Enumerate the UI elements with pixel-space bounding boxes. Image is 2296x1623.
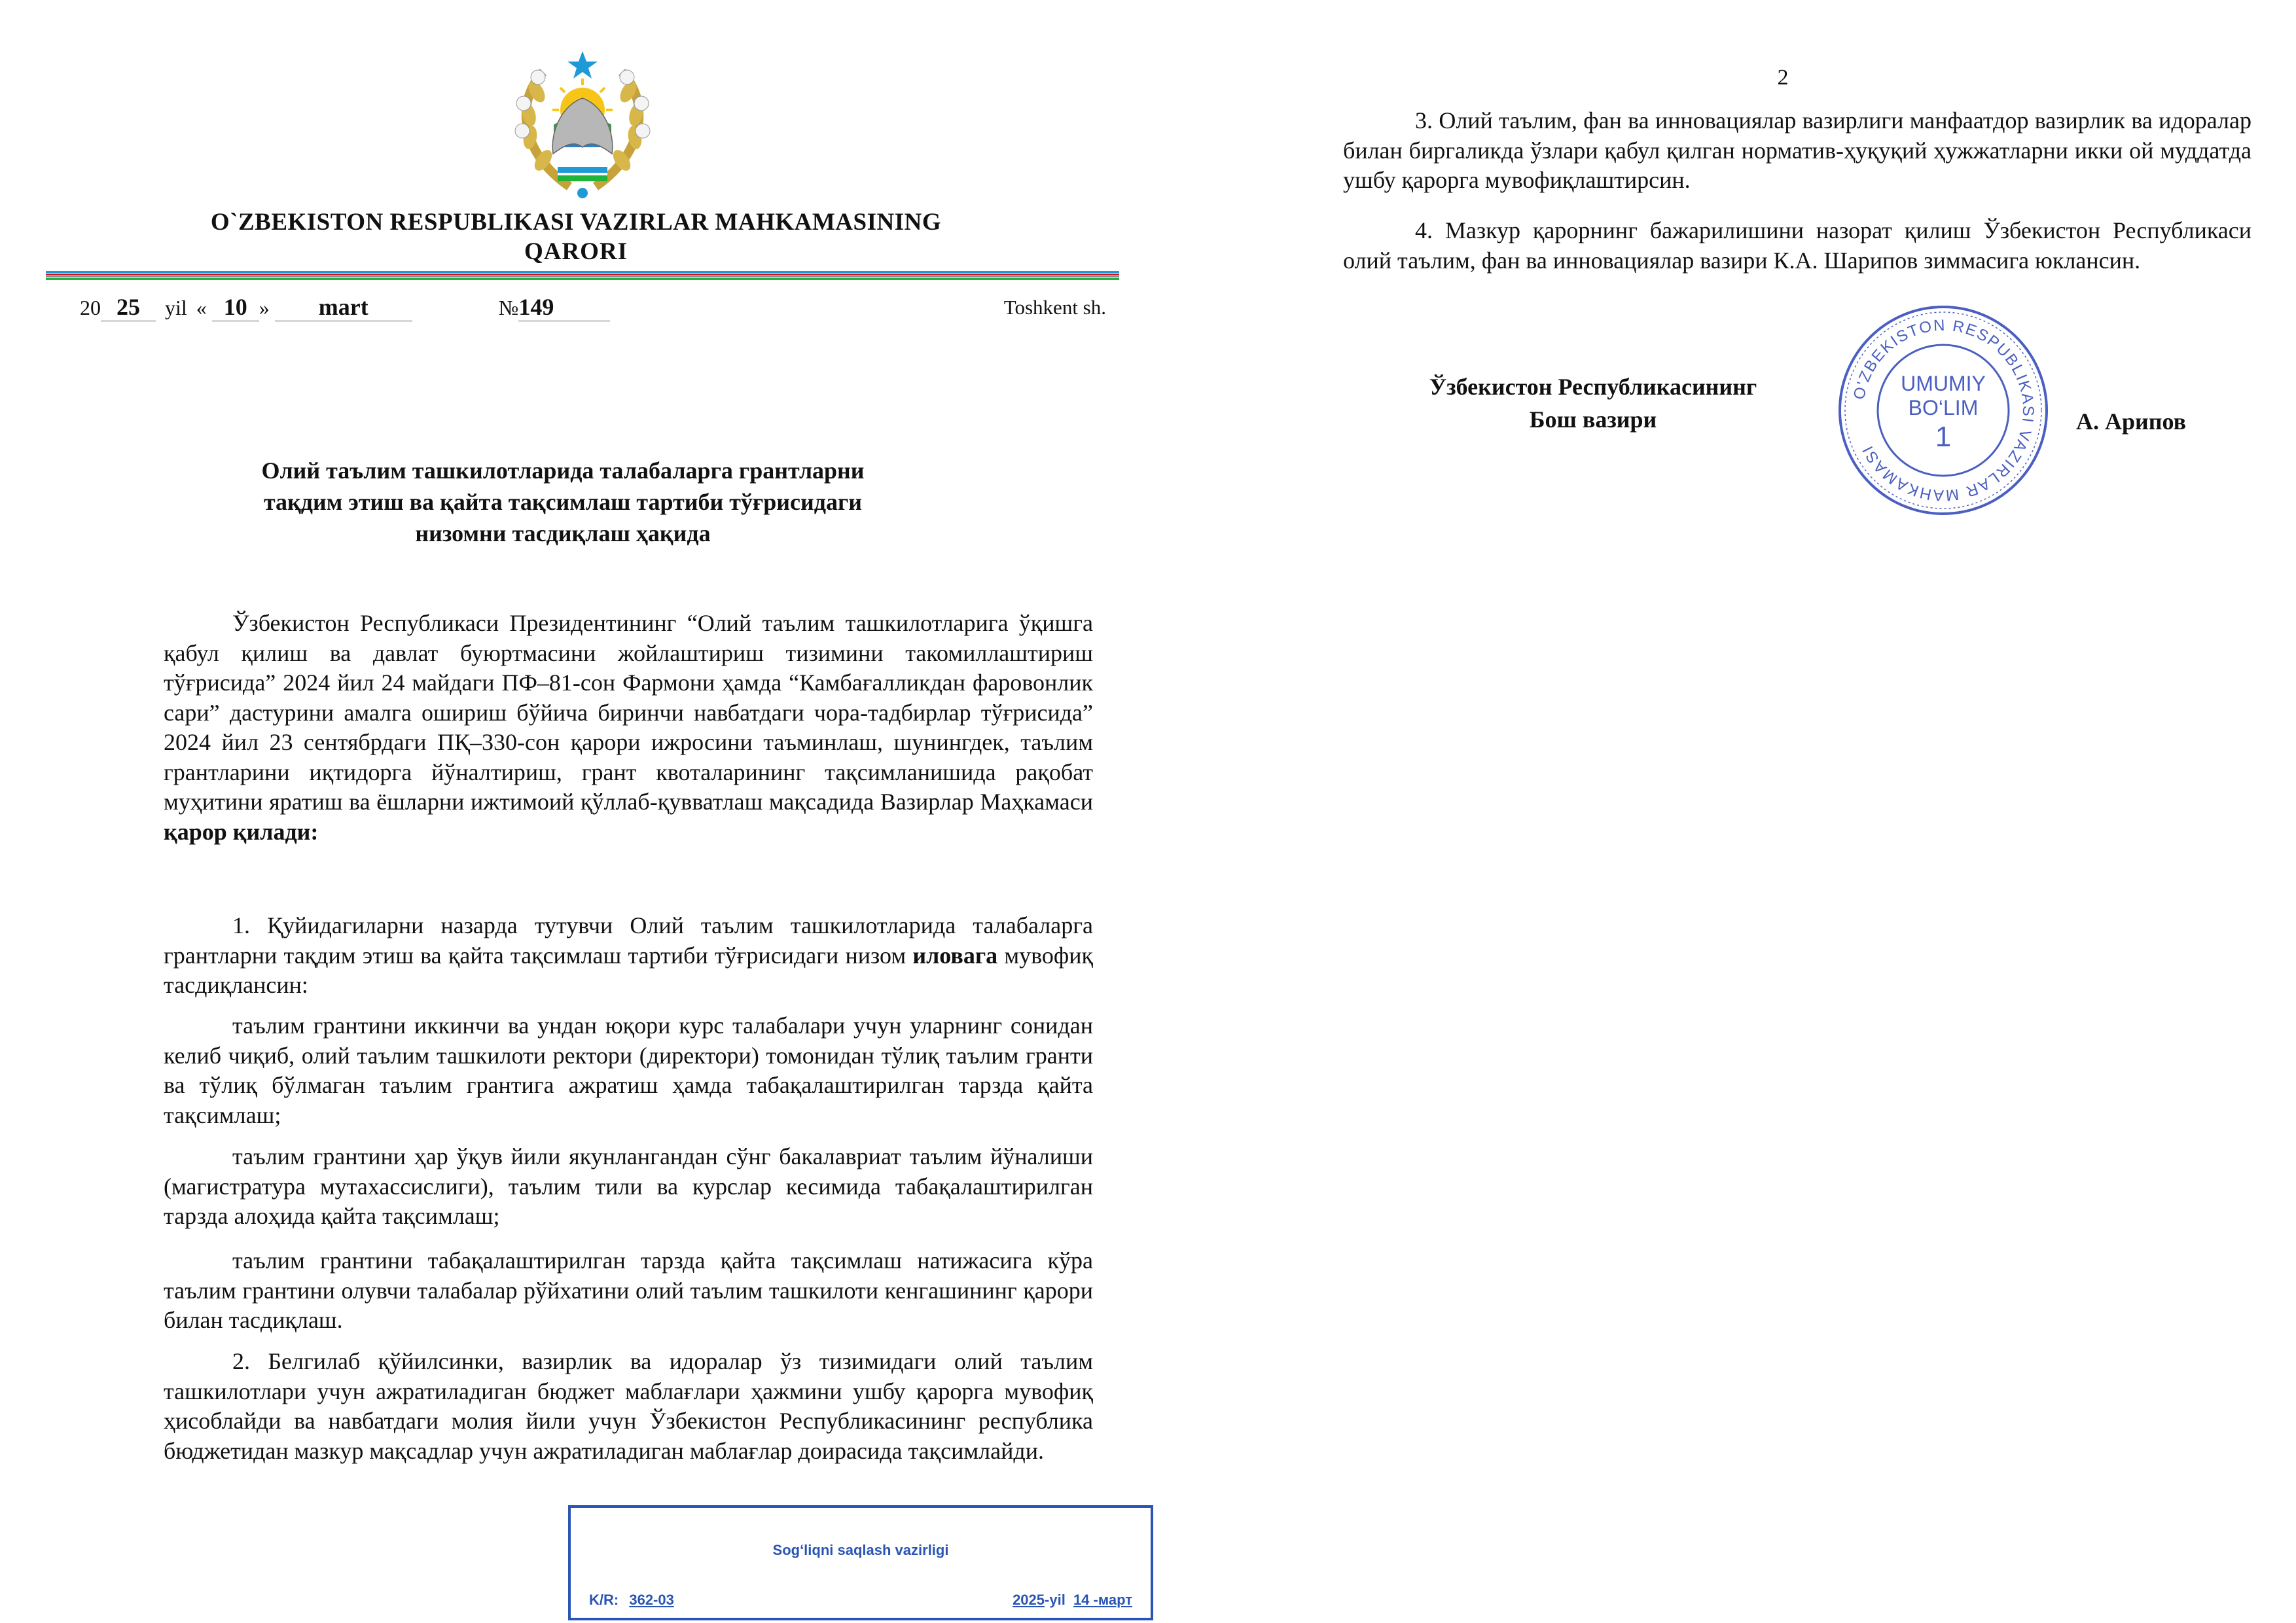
city: Toshkent sh.	[1003, 296, 1106, 319]
item-3-paragraph: 3. Олий таълим, фан ва инновациялар вазирлиги манфаатдор вазирлик ва идоралар билан биргаликда ўзлари қабул қилган норматив-ҳуқуқий ҳужжатларни икки ой муддатда ушбу қарорга мувофиқлаштирсин.	[1343, 107, 2251, 193]
title-line3: низомни тасдиқлаш ҳақида	[415, 520, 711, 546]
stamp-kr-value: 362-03	[629, 1592, 674, 1608]
stamp-date	[1013, 1592, 1132, 1609]
item-1-paragraph	[164, 911, 1093, 1001]
registration-stamp	[568, 1505, 1153, 1620]
subitem-c: таълим грантини табақалаштирилган тарзда қайта тақсимлаш натижасига кўра таълим грантини олувчи талабалар рўйхатини олий таълим ташкилоти кенгашининг қарори билан тасдиқлаш.	[164, 1247, 1093, 1333]
signatory-title	[1410, 370, 1776, 436]
header-title-line1: O`ZBEKISTON RESPUBLIKASI VAZIRLAR MAHKAMASINING	[210, 209, 942, 236]
month-value: mart	[275, 293, 412, 321]
signatory-name: А. Арипов	[2076, 408, 2187, 435]
quote-close: »	[259, 296, 270, 319]
seal-center-number: 1	[1935, 421, 1952, 453]
number-sign: №	[498, 296, 519, 319]
preamble-decision: қарор қилади:	[164, 818, 319, 845]
stamp-ministry: Sog‘liqni saqlash vazirligi	[772, 1542, 949, 1558]
stamp-year: 2025	[1013, 1592, 1045, 1608]
item-1-annex: иловага	[912, 942, 998, 969]
date-line	[80, 293, 1134, 326]
item-1-text-end: мувофиқ тасдиқлансин:	[164, 942, 1093, 998]
year-value: 25	[101, 293, 156, 321]
title-line2: тақдим этиш ва қайта тақсимлаш тартиби тўғрисидаги	[263, 489, 863, 515]
stamp-day-month: 14 -март	[1073, 1592, 1132, 1608]
year-prefix: 20	[80, 296, 101, 319]
header-title-line2: QARORI	[524, 238, 628, 265]
stamp-yil: -yil	[1045, 1592, 1066, 1608]
signatory-title-line1: Ўзбекистон Республикасининг	[1429, 374, 1757, 400]
subitem-a: таълим грантини иккинчи ва ундан юқори курс талабалари учун уларнинг сонидан келиб чиқиб, олий таълим ташкилоти ректори (директори) томонидан тўлиқ таълим гранти ва тўлиқ бўлмаган таълим грантига ажратиш ҳамда табақалаштирилган тарзда қайта тақсимлаш;	[164, 1012, 1093, 1128]
stamp-kr-label: K/R:	[589, 1592, 619, 1608]
item-2-paragraph: 2. Белгилаб қўйилсинки, вазирлик ва идоралар ўз тизимидаги олий таълим ташкилотлари учун ажратиладиган бюджет маблағлари ҳажмини ушбу қарорга мувофиқ ҳисоблайди ва навбатдаги молия йили учун Ўзбекистон Республикасининг республика бюджетидан мазкур мақсадлар учун ажратиладиган маблағлар доирасида тақсимлайди.	[164, 1348, 1093, 1464]
item-4-paragraph: 4. Мазкур қарорнинг бажарилишини назорат қилиш Ўзбекистон Республикаси олий таълим, фан ва инновациялар вазири К.А. Шарипов зиммасига юклансин.	[1343, 217, 2251, 274]
yil-label: yil	[165, 296, 187, 319]
day-value: 10	[212, 293, 259, 321]
signatory-title-line2: Бош вазири	[1529, 406, 1657, 433]
document-title	[131, 455, 995, 549]
subitem-b: таълим грантини ҳар ўқув йили якунлангандан сўнг бакалавриат таълим йўналиши (магистратура мутахассислиги), таълим тили ва курслар кесимида табақалаштирилган тарзда алоҳида қайта тақсимлаш;	[164, 1143, 1093, 1229]
page-2	[1148, 0, 2296, 1623]
seal-center-line2: BO‘LIM	[1908, 396, 1979, 419]
title-line1: Олий таълим ташкилотларида талабаларга грантларни	[261, 457, 865, 484]
header-flag-rule	[46, 271, 1119, 280]
seal-center-line1: UMUMIY	[1901, 372, 1986, 395]
preamble-paragraph	[164, 609, 1093, 847]
stamp-kr	[589, 1592, 674, 1609]
number-value: 149	[518, 293, 610, 321]
state-emblem-icon	[497, 33, 668, 203]
page-number: 2	[1777, 65, 1789, 90]
quote-open: «	[196, 296, 207, 319]
seal-ring-text: O'ZBEKISTON RESPUBLIKASI VAZIRLAR MAHKAMASI	[1850, 316, 2037, 505]
item-1-text: 1. Қуйидагиларни назарда тутувчи Олий таълим ташкилотларида талабаларга грантларни тақдим этиш ва қайта тақсимлаш тартиби тўғрисидаги низом	[164, 912, 1093, 969]
official-seal-icon	[1835, 302, 2051, 518]
preamble-text: Ўзбекистон Республикаси Президентининг “Олий таълим ташкилотларига ўқишга қабул қилиш ва давлат буюртмасини жойлаштириш тизимини такомиллаштириш тўғрисида” 2024 йил 24 майдаги ПФ–81-сон Фармони ҳамда “Камбағалликдан фаровонлик сари” дастурини амалга ошириш бўйича биринчи навбатдаги чора-тадбирлар тўғрисида” 2024 йил 23 сентябрдаги ПҚ–330-сон қарори ижросини таъминлаш, шунингдек, таълим грантларини иқтидорга йўналтириш, грант квоталарининг тақсимланишида рақобат муҳитини яратиш ва ёшларни ижтимоий қўллаб-қувватлаш мақсадида Вазирлар Маҳкамаси	[164, 610, 1093, 815]
